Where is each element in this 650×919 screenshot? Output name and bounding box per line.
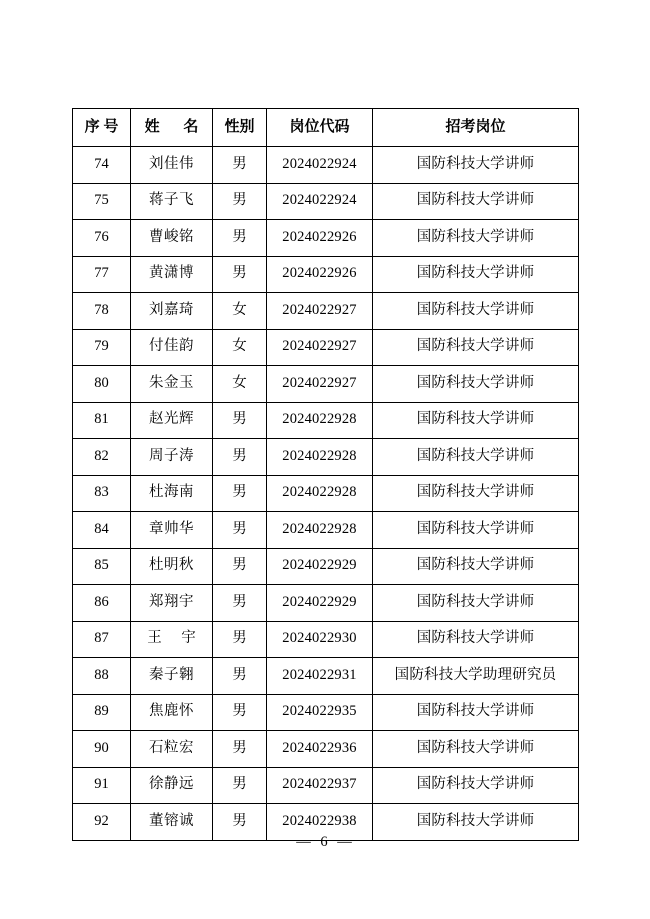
cell-sex: 男 [213, 147, 267, 184]
cell-post: 国防科技大学讲师 [373, 366, 579, 403]
table-header [73, 109, 579, 147]
table-row [73, 475, 579, 512]
cell-index: 91 [73, 767, 131, 804]
cell-sex: 男 [213, 512, 267, 549]
table-row [73, 147, 579, 184]
cell-post: 国防科技大学讲师 [373, 731, 579, 768]
cell-post-code: 2024022929 [267, 548, 373, 585]
cell-post: 国防科技大学讲师 [373, 804, 579, 841]
cell-post: 国防科技大学助理研究员 [373, 658, 579, 695]
cell-name: 杜明秋 [131, 548, 213, 585]
column-header-sex: 性别 [213, 109, 267, 147]
table-row [73, 731, 579, 768]
table-row [73, 402, 579, 439]
cell-post-code: 2024022927 [267, 293, 373, 330]
table-row [73, 256, 579, 293]
candidate-roster-table [72, 108, 579, 841]
cell-sex: 男 [213, 658, 267, 695]
cell-name: 曹峻铭 [131, 220, 213, 257]
table-row [73, 293, 579, 330]
cell-post: 国防科技大学讲师 [373, 183, 579, 220]
cell-post-code: 2024022927 [267, 366, 373, 403]
cell-post-code: 2024022936 [267, 731, 373, 768]
cell-sex: 女 [213, 329, 267, 366]
cell-post: 国防科技大学讲师 [373, 439, 579, 476]
table-row [73, 621, 579, 658]
cell-post-code: 2024022938 [267, 804, 373, 841]
cell-sex: 男 [213, 548, 267, 585]
table-row [73, 329, 579, 366]
column-header-name: 姓 名 [131, 109, 213, 147]
column-header-code: 岗位代码 [267, 109, 373, 147]
cell-post-code: 2024022930 [267, 621, 373, 658]
cell-sex: 男 [213, 256, 267, 293]
page-number: 6 [320, 834, 330, 850]
footer-dash-left: — [296, 834, 313, 850]
cell-name: 焦鹿怀 [131, 694, 213, 731]
cell-index: 86 [73, 585, 131, 622]
cell-index: 90 [73, 731, 131, 768]
cell-post-code: 2024022935 [267, 694, 373, 731]
cell-post-code: 2024022928 [267, 512, 373, 549]
cell-post: 国防科技大学讲师 [373, 512, 579, 549]
cell-sex: 男 [213, 183, 267, 220]
cell-post-code: 2024022931 [267, 658, 373, 695]
cell-post-code: 2024022937 [267, 767, 373, 804]
cell-index: 78 [73, 293, 131, 330]
cell-post-code: 2024022924 [267, 183, 373, 220]
cell-post: 国防科技大学讲师 [373, 329, 579, 366]
cell-sex: 男 [213, 439, 267, 476]
cell-sex: 男 [213, 621, 267, 658]
cell-name: 周子涛 [131, 439, 213, 476]
cell-post-code: 2024022927 [267, 329, 373, 366]
cell-sex: 男 [213, 804, 267, 841]
cell-post: 国防科技大学讲师 [373, 402, 579, 439]
table-row [73, 658, 579, 695]
cell-index: 77 [73, 256, 131, 293]
table-row [73, 183, 579, 220]
cell-name: 秦子翱 [131, 658, 213, 695]
cell-name: 王 宇 [131, 621, 213, 658]
cell-index: 92 [73, 804, 131, 841]
cell-name: 蒋子飞 [131, 183, 213, 220]
cell-index: 83 [73, 475, 131, 512]
cell-post: 国防科技大学讲师 [373, 621, 579, 658]
cell-post-code: 2024022926 [267, 220, 373, 257]
cell-name: 朱金玉 [131, 366, 213, 403]
cell-index: 87 [73, 621, 131, 658]
cell-post: 国防科技大学讲师 [373, 220, 579, 257]
cell-index: 85 [73, 548, 131, 585]
cell-post: 国防科技大学讲师 [373, 694, 579, 731]
cell-sex: 女 [213, 366, 267, 403]
cell-post: 国防科技大学讲师 [373, 475, 579, 512]
cell-index: 79 [73, 329, 131, 366]
table-row [73, 694, 579, 731]
cell-post-code: 2024022926 [267, 256, 373, 293]
cell-sex: 男 [213, 475, 267, 512]
cell-name: 付佳韵 [131, 329, 213, 366]
table-row [73, 767, 579, 804]
cell-index: 80 [73, 366, 131, 403]
cell-sex: 女 [213, 293, 267, 330]
cell-name: 董镕诚 [131, 804, 213, 841]
cell-post-code: 2024022928 [267, 475, 373, 512]
cell-name: 黄潇博 [131, 256, 213, 293]
cell-post: 国防科技大学讲师 [373, 147, 579, 184]
cell-post: 国防科技大学讲师 [373, 585, 579, 622]
cell-name: 刘佳伟 [131, 147, 213, 184]
table-row [73, 220, 579, 257]
cell-name: 赵光辉 [131, 402, 213, 439]
cell-post: 国防科技大学讲师 [373, 256, 579, 293]
cell-name: 章帅华 [131, 512, 213, 549]
cell-index: 82 [73, 439, 131, 476]
cell-sex: 男 [213, 402, 267, 439]
cell-post: 国防科技大学讲师 [373, 548, 579, 585]
cell-sex: 男 [213, 767, 267, 804]
table-body [73, 147, 579, 841]
cell-post: 国防科技大学讲师 [373, 767, 579, 804]
cell-index: 88 [73, 658, 131, 695]
cell-post-code: 2024022924 [267, 147, 373, 184]
cell-post-code: 2024022928 [267, 402, 373, 439]
page-footer [0, 834, 650, 851]
cell-index: 75 [73, 183, 131, 220]
cell-sex: 男 [213, 585, 267, 622]
cell-index: 74 [73, 147, 131, 184]
cell-post: 国防科技大学讲师 [373, 293, 579, 330]
cell-index: 81 [73, 402, 131, 439]
cell-sex: 男 [213, 694, 267, 731]
cell-index: 89 [73, 694, 131, 731]
cell-index: 76 [73, 220, 131, 257]
cell-sex: 男 [213, 220, 267, 257]
cell-sex: 男 [213, 731, 267, 768]
table-row [73, 585, 579, 622]
column-header-index: 序 号 [73, 109, 131, 147]
cell-name: 郑翔宇 [131, 585, 213, 622]
table-row [73, 366, 579, 403]
cell-name: 石粒宏 [131, 731, 213, 768]
cell-post-code: 2024022929 [267, 585, 373, 622]
column-header-post: 招考岗位 [373, 109, 579, 147]
footer-dash-right: — [337, 834, 354, 850]
cell-name: 刘嘉琦 [131, 293, 213, 330]
table-row [73, 512, 579, 549]
table-row [73, 548, 579, 585]
table-header-row [73, 109, 579, 147]
cell-name: 徐静远 [131, 767, 213, 804]
cell-index: 84 [73, 512, 131, 549]
cell-name: 杜海南 [131, 475, 213, 512]
cell-post-code: 2024022928 [267, 439, 373, 476]
table-row [73, 439, 579, 476]
